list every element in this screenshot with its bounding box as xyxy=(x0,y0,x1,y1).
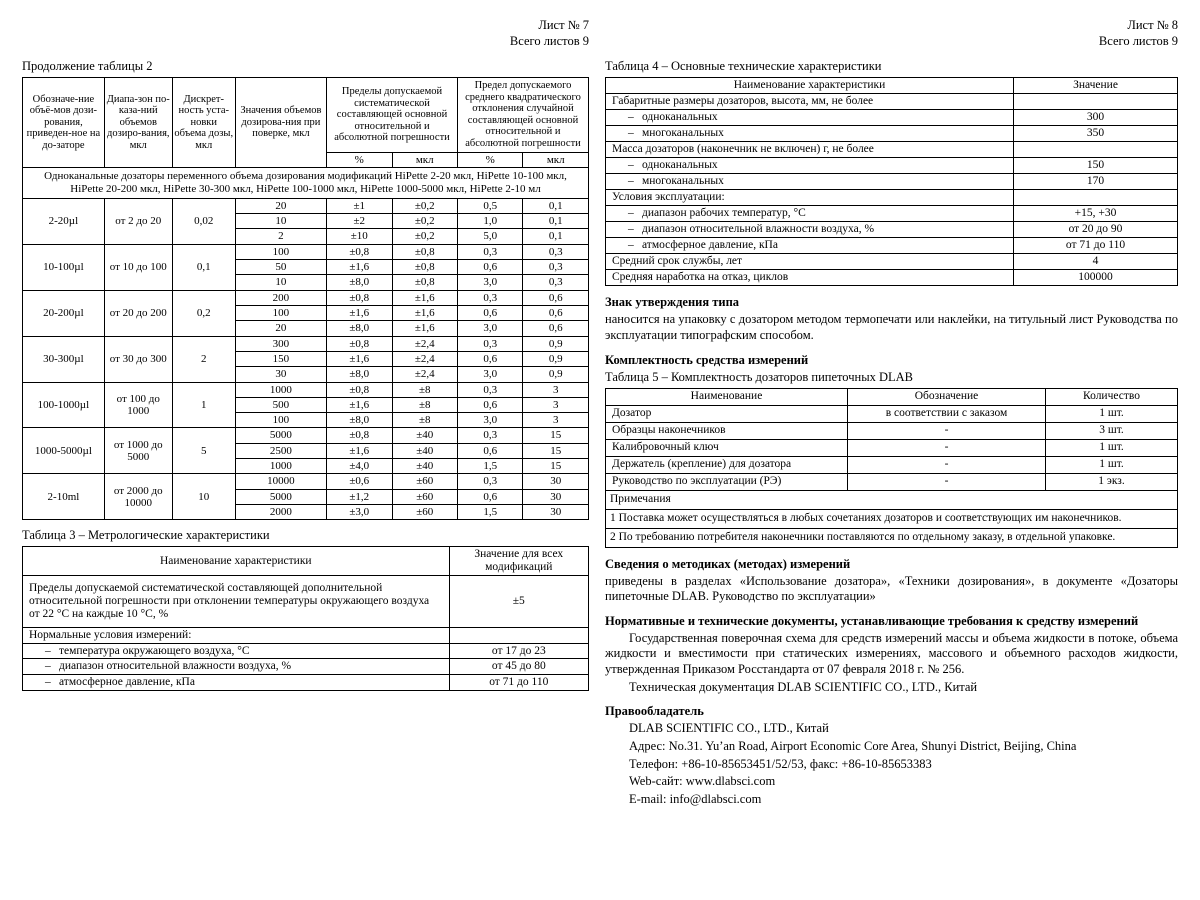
table-row xyxy=(606,490,1178,509)
table-row xyxy=(606,206,1178,222)
cell-rnd-mkl: 3 xyxy=(523,413,589,428)
cell-sys-mkl: ±8 xyxy=(392,382,457,397)
th-discreteness: Дискрет-ность уста-новки объема дозы, мкл xyxy=(172,78,235,168)
cell-kit-designation: - xyxy=(848,422,1046,439)
th-kit-designation: Обозначение xyxy=(848,388,1046,405)
cell-characteristic-value: ±5 xyxy=(449,576,588,628)
cell-tech-value: 150 xyxy=(1014,158,1178,174)
owner-name: DLAB SCIENTIFIC CO., LTD., Китай xyxy=(629,721,829,736)
table-row xyxy=(606,456,1178,473)
cell-sys-pct: ±4,0 xyxy=(327,459,392,474)
cell-sys-mkl: ±2,4 xyxy=(392,336,457,351)
table3-caption: Таблица 3 – Метрологические характеристики xyxy=(22,528,270,543)
table-row xyxy=(606,126,1178,142)
th-unit-pct-2: % xyxy=(457,152,522,167)
cell-sys-pct: ±0,6 xyxy=(327,474,392,489)
cell-tech-name: Средний срок службы, лет xyxy=(606,254,1014,270)
cell-rnd-mkl: 15 xyxy=(523,459,589,474)
table5-note-2: 2 По требованию потребителя наконечники поставляются по отдельному заказу, в отдельной упаковке. xyxy=(606,528,1178,547)
table-row xyxy=(606,142,1178,158)
cell-test-volume: 30 xyxy=(235,367,326,382)
owner-address: Адрес: No.31. Yu’an Road, Airport Economic Core Area, Shunyi District, Beijing, China xyxy=(629,738,1077,753)
table-row xyxy=(606,528,1178,547)
bullet-dash-icon: – xyxy=(628,111,634,124)
table-row xyxy=(606,238,1178,254)
bullet-dash-icon: – xyxy=(628,223,634,236)
th-kit-qty: Количество xyxy=(1046,388,1178,405)
cell-sys-pct: ±0,8 xyxy=(327,336,392,351)
cell-test-volume: 300 xyxy=(235,336,326,351)
cell-rnd-pct: 0,6 xyxy=(457,443,522,458)
sign-approval-title: Знак утверждения типа xyxy=(605,295,740,310)
cell-test-volume: 5000 xyxy=(235,428,326,443)
bullet-dash-icon: – xyxy=(628,127,634,140)
owner-email: E-mail: info@dlabsci.com xyxy=(629,791,762,806)
cell-range: от 30 до 300 xyxy=(104,336,172,382)
cell-rnd-pct: 0,3 xyxy=(457,382,522,397)
table-row xyxy=(23,336,589,351)
bullet-dash-icon: – xyxy=(45,676,51,689)
cell-test-volume: 2000 xyxy=(235,505,326,520)
table5-notes-title: Примечания xyxy=(606,490,1178,509)
cell-tech-value: 300 xyxy=(1014,110,1178,126)
cell-designation: 1000-5000µl xyxy=(23,428,105,474)
right-column xyxy=(605,18,1178,882)
cell-rnd-mkl: 0,6 xyxy=(523,290,589,305)
cell-sys-mkl: ±0,8 xyxy=(392,275,457,290)
cell-designation: 2-10ml xyxy=(23,474,105,520)
table-5 xyxy=(605,388,1178,548)
cell-characteristic-value: от 45 до 80 xyxy=(449,659,588,675)
cell-test-volume: 10000 xyxy=(235,474,326,489)
cell-rnd-pct: 0,6 xyxy=(457,489,522,504)
cell-rnd-pct: 0,6 xyxy=(457,260,522,275)
cell-kit-designation: - xyxy=(848,473,1046,490)
cell-discreteness: 5 xyxy=(172,428,235,474)
methods-text: приведены в разделах «Использование дозатора», «Техники дозирования», в документе «Дозаторы пипеточные DLAB. Руководство по эксплуатации» xyxy=(605,573,1178,604)
cell-kit-designation: - xyxy=(848,456,1046,473)
cell-rnd-pct: 5,0 xyxy=(457,229,522,244)
cell-tech-name: – атмосферное давление, кПа xyxy=(606,238,1014,254)
table-row xyxy=(606,190,1178,206)
cell-tech-value: 170 xyxy=(1014,174,1178,190)
cell-rnd-pct: 3,0 xyxy=(457,321,522,336)
bullet-dash-icon: – xyxy=(45,644,51,657)
cell-test-volume: 20 xyxy=(235,198,326,213)
right-sheet-header xyxy=(605,18,1178,49)
table-4 xyxy=(605,77,1178,286)
th-unit-pct-1: % xyxy=(327,152,392,167)
table-row xyxy=(23,643,589,659)
table4-caption: Таблица 4 – Основные технические характеристики xyxy=(605,59,882,74)
cell-rnd-mkl: 30 xyxy=(523,505,589,520)
table-row xyxy=(23,627,589,643)
table-row xyxy=(606,270,1178,286)
cell-discreteness: 0,2 xyxy=(172,290,235,336)
table-row xyxy=(23,167,589,198)
cell-range: от 2 до 20 xyxy=(104,198,172,244)
cell-rnd-mkl: 30 xyxy=(523,474,589,489)
docs-text-1: Государственная поверочная схема для средств измерений массы и объема жидкости в потоке, объема жидкости и вместимости при статических измерениях, массового и объемного расходов жидкости, утвержденная Приказом Росстандарта от 07 февраля 2018 г. № 256. xyxy=(605,630,1178,676)
cell-sys-mkl: ±1,6 xyxy=(392,290,457,305)
cell-test-volume: 100 xyxy=(235,244,326,259)
cell-sys-pct: ±8,0 xyxy=(327,321,392,336)
cell-characteristic-name: Пределы допускаемой систематической составляющей дополнительной относительной погрешности при отклонении температуры окружающего воздуха от 22 °C на каждые 10 °C, % xyxy=(23,576,450,628)
cell-test-volume: 10 xyxy=(235,275,326,290)
cell-characteristic-value: от 17 до 23 xyxy=(449,643,588,659)
th-tech-value: Значение xyxy=(1014,78,1178,94)
cell-rnd-pct: 0,6 xyxy=(457,305,522,320)
cell-discreteness: 0,1 xyxy=(172,244,235,290)
cell-kit-qty: 3 шт. xyxy=(1046,422,1178,439)
cell-tech-value xyxy=(1014,142,1178,158)
cell-sys-pct: ±1,6 xyxy=(327,305,392,320)
table-row xyxy=(606,473,1178,490)
cell-kit-qty: 1 шт. xyxy=(1046,439,1178,456)
cell-rnd-mkl: 0,6 xyxy=(523,321,589,336)
table-row xyxy=(23,428,589,443)
cell-sys-pct: ±0,8 xyxy=(327,428,392,443)
cell-rnd-mkl: 0,1 xyxy=(523,198,589,213)
cell-rnd-pct: 0,3 xyxy=(457,336,522,351)
table-row xyxy=(606,78,1178,94)
cell-characteristic-name: – атмосферное давление, кПа xyxy=(23,675,450,691)
cell-test-volume: 50 xyxy=(235,260,326,275)
cell-sys-pct: ±1,6 xyxy=(327,397,392,412)
cell-range: от 100 до 1000 xyxy=(104,382,172,428)
cell-tech-name: Средняя наработка на отказ, циклов xyxy=(606,270,1014,286)
table-row xyxy=(606,405,1178,422)
cell-tech-value: 350 xyxy=(1014,126,1178,142)
cell-rnd-mkl: 0,6 xyxy=(523,305,589,320)
cell-kit-name: Держатель (крепление) для дозатора xyxy=(606,456,848,473)
table-row xyxy=(23,576,589,628)
cell-sys-pct: ±3,0 xyxy=(327,505,392,520)
table-row xyxy=(23,198,589,213)
cell-tech-name: Габаритные размеры дозаторов, высота, мм, не более xyxy=(606,94,1014,110)
cell-rnd-mkl: 15 xyxy=(523,443,589,458)
cell-tech-name: Масса дозаторов (наконечник не включен) г, не более xyxy=(606,142,1014,158)
cell-sys-mkl: ±60 xyxy=(392,474,457,489)
cell-rnd-pct: 3,0 xyxy=(457,275,522,290)
cell-tech-value xyxy=(1014,94,1178,110)
cell-rnd-mkl: 0,1 xyxy=(523,229,589,244)
th-characteristic-value: Значение для всех модификаций xyxy=(449,547,588,576)
cell-sys-mkl: ±0,2 xyxy=(392,214,457,229)
cell-range: от 20 до 200 xyxy=(104,290,172,336)
cell-sys-pct: ±10 xyxy=(327,229,392,244)
cell-sys-pct: ±0,8 xyxy=(327,244,392,259)
cell-sys-pct: ±8,0 xyxy=(327,367,392,382)
cell-rnd-mkl: 0,9 xyxy=(523,367,589,382)
th-characteristic-name: Наименование характеристики xyxy=(23,547,450,576)
cell-test-volume: 100 xyxy=(235,305,326,320)
right-sheet-total: Всего листов 9 xyxy=(1098,33,1178,48)
cell-tech-name: – одноканальных xyxy=(606,110,1014,126)
table-row xyxy=(606,174,1178,190)
cell-test-volume: 1000 xyxy=(235,382,326,397)
cell-sys-mkl: ±40 xyxy=(392,428,457,443)
cell-test-volume: 200 xyxy=(235,290,326,305)
cell-designation: 20-200µl xyxy=(23,290,105,336)
table-row xyxy=(606,222,1178,238)
cell-characteristic-value xyxy=(449,627,588,643)
cell-tech-value: от 71 до 110 xyxy=(1014,238,1178,254)
cell-sys-mkl: ±1,6 xyxy=(392,305,457,320)
table5-note-1: 1 Поставка может осуществляться в любых сочетаниях дозаторов и соответствующих им наконечников. xyxy=(606,509,1178,528)
cell-characteristic-name: Нормальные условия измерений: xyxy=(23,627,450,643)
cell-sys-mkl: ±2,4 xyxy=(392,367,457,382)
th-unit-mkl-2: мкл xyxy=(523,152,589,167)
table-row xyxy=(606,509,1178,528)
methods-title: Сведения о методиках (методах) измерений xyxy=(605,556,851,571)
table-row xyxy=(606,422,1178,439)
bullet-dash-icon: – xyxy=(45,660,51,673)
cell-rnd-mkl: 0,3 xyxy=(523,260,589,275)
cell-sys-mkl: ±40 xyxy=(392,443,457,458)
cell-kit-name: Руководство по эксплуатации (РЭ) xyxy=(606,473,848,490)
cell-sys-mkl: ±60 xyxy=(392,505,457,520)
cell-designation: 30-300µl xyxy=(23,336,105,382)
cell-tech-value: +15, +30 xyxy=(1014,206,1178,222)
table-row xyxy=(606,254,1178,270)
docs-title: Нормативные и технические документы, устанавливающие требования к средству измерений xyxy=(605,613,1139,628)
table-row xyxy=(23,78,589,152)
cell-tech-value: 100000 xyxy=(1014,270,1178,286)
cell-sys-pct: ±2 xyxy=(327,214,392,229)
table-row xyxy=(606,110,1178,126)
cell-tech-name: Условия эксплуатации: xyxy=(606,190,1014,206)
cell-kit-qty: 1 экз. xyxy=(1046,473,1178,490)
cell-tech-name: – диапазон рабочих температур, °C xyxy=(606,206,1014,222)
left-column xyxy=(22,18,589,882)
cell-designation: 10-100µl xyxy=(23,244,105,290)
table-row xyxy=(23,547,589,576)
cell-rnd-mkl: 15 xyxy=(523,428,589,443)
cell-tech-value xyxy=(1014,190,1178,206)
owner-title: Правообладатель xyxy=(605,704,704,719)
cell-sys-mkl: ±2,4 xyxy=(392,351,457,366)
cell-tech-name: – диапазон относительной влажности воздуха, % xyxy=(606,222,1014,238)
th-kit-name: Наименование xyxy=(606,388,848,405)
cell-sys-mkl: ±0,2 xyxy=(392,198,457,213)
th-tech-name: Наименование характеристики xyxy=(606,78,1014,94)
cell-kit-name: Дозатор xyxy=(606,405,848,422)
kit-title: Комплектность средства измерений xyxy=(605,352,809,367)
cell-test-volume: 500 xyxy=(235,397,326,412)
table-row xyxy=(23,474,589,489)
cell-sys-pct: ±1 xyxy=(327,198,392,213)
left-sheet-header xyxy=(22,18,589,49)
cell-characteristic-value: от 71 до 110 xyxy=(449,675,588,691)
cell-rnd-mkl: 3 xyxy=(523,397,589,412)
cell-test-volume: 5000 xyxy=(235,489,326,504)
cell-rnd-pct: 0,6 xyxy=(457,351,522,366)
cell-test-volume: 20 xyxy=(235,321,326,336)
cell-rnd-pct: 1,5 xyxy=(457,459,522,474)
owner-phone: Телефон: +86-10-85653451/52/53, факс: +86-10-85653383 xyxy=(629,756,932,771)
cell-discreteness: 10 xyxy=(172,474,235,520)
cell-range: от 2000 до 10000 xyxy=(104,474,172,520)
left-sheet-number: Лист № 7 xyxy=(538,18,589,32)
table-2 xyxy=(22,77,589,520)
sign-approval-text: наносится на упаковку с дозатором методом термопечати или наклейки, на титульный лист Руководства по эксплуатации типографским способом. xyxy=(605,312,1178,342)
cell-range: от 10 до 100 xyxy=(104,244,172,290)
table-row xyxy=(606,94,1178,110)
cell-test-volume: 100 xyxy=(235,413,326,428)
th-designation: Обозначе-ние объё-мов дози-рования, приведен-ное на до-заторе xyxy=(23,78,105,168)
cell-sys-pct: ±1,6 xyxy=(327,443,392,458)
th-systematic-error: Пределы допускаемой систематической составляющей основной относительной и абсолютной погрешности xyxy=(327,78,458,152)
bullet-dash-icon: – xyxy=(628,207,634,220)
cell-sys-pct: ±8,0 xyxy=(327,413,392,428)
cell-rnd-pct: 3,0 xyxy=(457,413,522,428)
cell-rnd-mkl: 0,9 xyxy=(523,351,589,366)
cell-rnd-pct: 0,5 xyxy=(457,198,522,213)
bullet-dash-icon: – xyxy=(628,239,634,252)
cell-rnd-mkl: 0,9 xyxy=(523,336,589,351)
th-test-volumes: Значения объемов дозирова-ния при поверке, мкл xyxy=(235,78,326,168)
table-row xyxy=(23,675,589,691)
cell-sys-pct: ±1,2 xyxy=(327,489,392,504)
cell-rnd-mkl: 0,3 xyxy=(523,244,589,259)
table-row xyxy=(23,244,589,259)
table-row xyxy=(606,388,1178,405)
cell-sys-mkl: ±0,8 xyxy=(392,260,457,275)
cell-tech-name: – многоканальных xyxy=(606,174,1014,190)
cell-kit-qty: 1 шт. xyxy=(1046,405,1178,422)
cell-sys-mkl: ±60 xyxy=(392,489,457,504)
cell-rnd-pct: 0,3 xyxy=(457,428,522,443)
cell-rnd-pct: 1,0 xyxy=(457,214,522,229)
cell-designation: 100-1000µl xyxy=(23,382,105,428)
table-row xyxy=(606,439,1178,456)
cell-rnd-pct: 1,5 xyxy=(457,505,522,520)
right-sheet-number: Лист № 8 xyxy=(1127,18,1178,32)
cell-rnd-pct: 0,3 xyxy=(457,290,522,305)
cell-tech-value: от 20 до 90 xyxy=(1014,222,1178,238)
cell-rnd-mkl: 30 xyxy=(523,489,589,504)
cell-kit-qty: 1 шт. xyxy=(1046,456,1178,473)
cell-discreteness: 1 xyxy=(172,382,235,428)
cell-sys-pct: ±0,8 xyxy=(327,382,392,397)
cell-test-volume: 1000 xyxy=(235,459,326,474)
cell-rnd-pct: 0,3 xyxy=(457,244,522,259)
table2-caption: Продолжение таблицы 2 xyxy=(22,59,153,74)
cell-sys-pct: ±8,0 xyxy=(327,275,392,290)
cell-discreteness: 0,02 xyxy=(172,198,235,244)
bullet-dash-icon: – xyxy=(628,159,634,172)
cell-test-volume: 2 xyxy=(235,229,326,244)
table-row xyxy=(23,659,589,675)
cell-rnd-pct: 0,6 xyxy=(457,397,522,412)
cell-characteristic-name: – диапазон относительной влажности воздуха, % xyxy=(23,659,450,675)
cell-sys-pct: ±1,6 xyxy=(327,351,392,366)
bullet-dash-icon: – xyxy=(628,175,634,188)
cell-sys-mkl: ±40 xyxy=(392,459,457,474)
table-row xyxy=(606,158,1178,174)
cell-sys-mkl: ±0,8 xyxy=(392,244,457,259)
cell-tech-name: – одноканальных xyxy=(606,158,1014,174)
owner-website: Web-сайт: www.dlabsci.com xyxy=(629,774,776,789)
cell-sys-mkl: ±0,2 xyxy=(392,229,457,244)
table5-caption: Таблица 5 – Комплектность дозаторов пипеточных DLAB xyxy=(605,369,913,384)
left-sheet-total: Всего листов 9 xyxy=(509,33,589,48)
cell-test-volume: 150 xyxy=(235,351,326,366)
cell-sys-mkl: ±1,6 xyxy=(392,321,457,336)
cell-rnd-pct: 3,0 xyxy=(457,367,522,382)
cell-discreteness: 2 xyxy=(172,336,235,382)
cell-sys-pct: ±0,8 xyxy=(327,290,392,305)
cell-rnd-mkl: 0,3 xyxy=(523,275,589,290)
cell-kit-name: Образцы наконечников xyxy=(606,422,848,439)
cell-tech-value: 4 xyxy=(1014,254,1178,270)
th-unit-mkl-1: мкл xyxy=(392,152,457,167)
cell-rnd-pct: 0,3 xyxy=(457,474,522,489)
cell-designation: 2-20µl xyxy=(23,198,105,244)
cell-range: от 1000 до 5000 xyxy=(104,428,172,474)
th-range: Диапа-зон по-каза-ний объемов дозиро-вания, мкл xyxy=(104,78,172,168)
table2-group-title: Одноканальные дозаторы переменного объема дозирования модификаций HiPette 2-20 мкл, HiPette 10-100 мкл, HiPette 20-200 мкл, HiPette 30-300 мкл, HiPette 100-1000 мкл, HiPette 1000-5000 мкл, HiPette 2-10 мл xyxy=(23,167,589,198)
cell-sys-mkl: ±8 xyxy=(392,413,457,428)
table-row xyxy=(23,382,589,397)
docs-text-2: Техническая документация DLAB SCIENTIFIC CO., LTD., Китай xyxy=(629,679,978,694)
table-3 xyxy=(22,546,589,691)
cell-tech-name: – многоканальных xyxy=(606,126,1014,142)
cell-kit-designation: в соответствии с заказом xyxy=(848,405,1046,422)
th-random-error: Предел допускаемого среднего квадратического отклонения случайной составляющей основной относительной и абсолютной погрешности xyxy=(457,78,588,152)
cell-rnd-mkl: 0,1 xyxy=(523,214,589,229)
cell-test-volume: 2500 xyxy=(235,443,326,458)
table-row xyxy=(23,290,589,305)
cell-rnd-mkl: 3 xyxy=(523,382,589,397)
cell-characteristic-name: – температура окружающего воздуха, °C xyxy=(23,643,450,659)
cell-sys-pct: ±1,6 xyxy=(327,260,392,275)
cell-sys-mkl: ±8 xyxy=(392,397,457,412)
cell-kit-name: Калибровочный ключ xyxy=(606,439,848,456)
cell-test-volume: 10 xyxy=(235,214,326,229)
cell-kit-designation: - xyxy=(848,439,1046,456)
